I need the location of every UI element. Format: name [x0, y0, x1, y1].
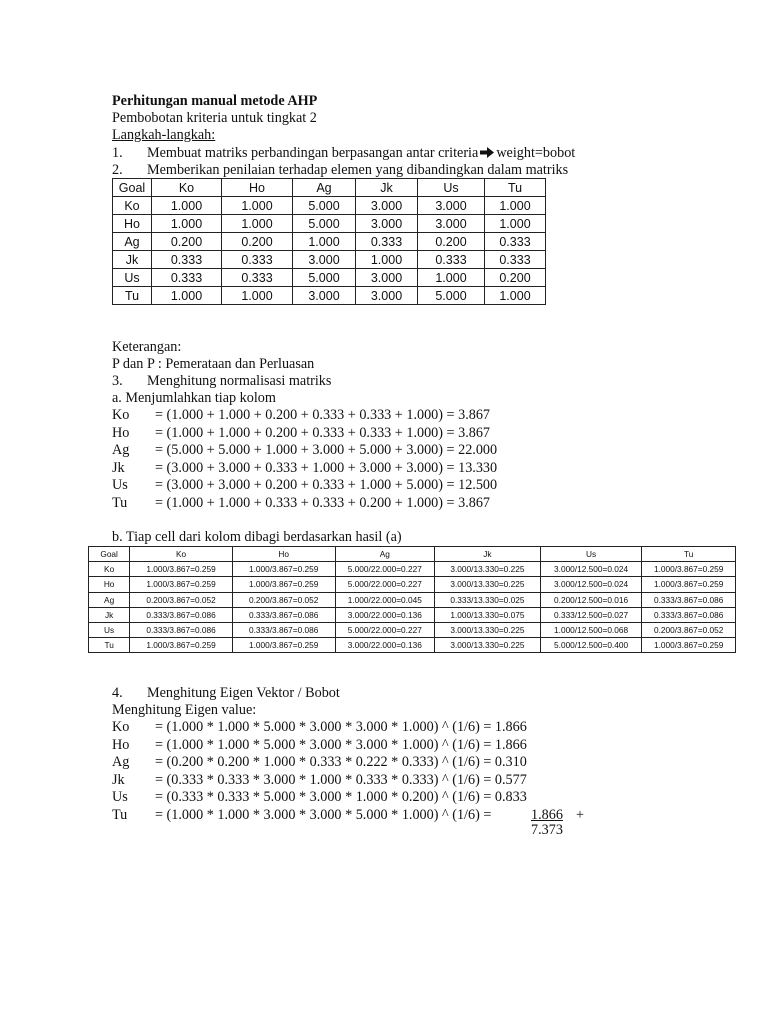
eigen-value-last: 1.866 — [531, 806, 563, 823]
pairwise-comparison-table — [112, 178, 546, 305]
table2-header-cell: Jk — [435, 547, 541, 562]
table1-cell: 0.333 — [222, 251, 293, 269]
step-3 — [112, 373, 712, 391]
table1-row — [113, 197, 546, 215]
column-sum-label: Us — [112, 477, 128, 493]
table1-header-cell: Ag — [293, 179, 356, 197]
table2-cell: Ho — [89, 577, 130, 592]
plus-sign: + — [576, 806, 585, 823]
table1-cell: 1.000 — [152, 215, 222, 233]
table1-cell: 1.000 — [418, 269, 485, 287]
table1-cell: Ag — [113, 233, 152, 251]
table2-header-cell: Ko — [130, 547, 233, 562]
table1-cell: 0.200 — [152, 233, 222, 251]
table1-cell: 0.333 — [418, 251, 485, 269]
table1-header-row — [113, 179, 546, 197]
column-sum-line — [112, 425, 712, 443]
column-sum-line — [112, 442, 712, 460]
table1-header-cell: Ho — [222, 179, 293, 197]
eigen-value-label: Jk — [112, 771, 125, 788]
table1-cell: 1.000 — [485, 287, 546, 305]
table1-cell: 0.200 — [485, 269, 546, 287]
table2-header-cell: Ho — [232, 547, 335, 562]
table1-header-cell: Tu — [485, 179, 546, 197]
table2-cell: 0.333/3.867=0.086 — [130, 622, 233, 637]
table2-cell: 1.000/13.330=0.075 — [435, 607, 541, 622]
column-sum-label: Jk — [112, 459, 125, 476]
table2-cell: 1.000/3.867=0.259 — [130, 577, 233, 592]
column-sum-expression: = (3.000 + 3.000 + 0.333 + 1.000 + 3.000 + 3.000) = 13.330 — [155, 459, 498, 476]
table2-cell: 5.000/22.000=0.227 — [335, 622, 435, 637]
column-sum-label: Tu — [112, 494, 128, 511]
eigen-value-expression: = (1.000 * 1.000 * 3.000 * 3.000 * 5.000 * 1.000) ^ (1/6) = — [155, 806, 492, 823]
table2-cell: 1.000/22.000=0.045 — [335, 592, 435, 607]
step-3-text: Menghitung normalisasi matriks — [147, 373, 332, 389]
step-2-number: 2. — [112, 162, 123, 178]
table2-row — [89, 577, 736, 592]
column-sum-label: Ag — [112, 442, 130, 458]
table1-cell: 1.000 — [356, 251, 418, 269]
table1-cell: 0.333 — [152, 251, 222, 269]
table1-cell: 3.000 — [293, 287, 356, 305]
column-sum-expression: = (3.000 + 3.000 + 0.200 + 0.333 + 1.000 + 5.000) = 12.500 — [155, 477, 498, 493]
table1-cell: 1.000 — [293, 233, 356, 251]
table1-cell: 0.200 — [418, 233, 485, 251]
eigen-value-total: 7.373 — [531, 822, 563, 838]
column-sum-expression: = (1.000 + 1.000 + 0.333 + 0.333 + 0.200 + 1.000) = 3.867 — [155, 494, 491, 511]
table2-cell: 1.000/3.867=0.259 — [642, 577, 736, 592]
table1-cell: 0.333 — [356, 233, 418, 251]
step-3b: b. Tiap cell dari kolom dibagi berdasarkan hasil (a) — [112, 529, 402, 545]
table2-cell: 0.200/3.867=0.052 — [642, 622, 736, 637]
step-1-text: Membuat matriks perbandingan berpasangan antar criteria weight=bobot — [147, 145, 576, 161]
table2-row — [89, 562, 736, 577]
table2-cell: 1.000/12.500=0.068 — [540, 622, 642, 637]
table2-cell: 1.000/3.867=0.259 — [232, 638, 335, 653]
table1-row — [113, 215, 546, 233]
step-4-number: 4. — [112, 685, 123, 701]
step-1-number: 1. — [112, 145, 123, 161]
table1-row — [113, 269, 546, 287]
pdanp-note: P dan P : Pemerataan dan Perluasan — [112, 356, 315, 372]
table1-cell: 1.000 — [485, 215, 546, 233]
table1-cell: 5.000 — [293, 269, 356, 287]
column-sum-line — [112, 495, 712, 513]
table2-cell: 3.000/12.500=0.024 — [540, 577, 642, 592]
eigen-value-expression: = (0.200 * 0.200 * 1.000 * 0.333 * 0.222 * 0.333) ^ (1/6) = 0.310 — [155, 754, 527, 770]
table1-cell: 3.000 — [418, 197, 485, 215]
eigen-value-label: Ho — [112, 736, 130, 753]
eigen-value-expression: = (0.333 * 0.333 * 5.000 * 3.000 * 1.000 * 0.200) ^ (1/6) = 0.833 — [155, 789, 527, 805]
table2-header-cell: Us — [540, 547, 642, 562]
table1-cell: Jk — [113, 251, 152, 269]
table2-row — [89, 607, 736, 622]
table1-cell: 3.000 — [356, 197, 418, 215]
table1-cell: 3.000 — [418, 215, 485, 233]
eigen-value-line — [112, 719, 712, 737]
table1-header-cell: Ko — [152, 179, 222, 197]
table2-cell: 3.000/22.000=0.136 — [335, 607, 435, 622]
eigen-value-line — [112, 737, 712, 755]
step-3-number: 3. — [112, 373, 123, 389]
document-title: Perhitungan manual metode AHP — [112, 93, 318, 109]
table1-cell: 1.000 — [222, 197, 293, 215]
step-4-text: Menghitung Eigen Vektor / Bobot — [147, 685, 340, 701]
table2-cell: Ag — [89, 592, 130, 607]
eigen-value-expression: = (1.000 * 1.000 * 5.000 * 3.000 * 3.000 * 1.000) ^ (1/6) = 1.866 — [155, 736, 527, 753]
table2-cell: 3.000/12.500=0.024 — [540, 562, 642, 577]
table1-cell: Us — [113, 269, 152, 287]
table1-header-cell: Us — [418, 179, 485, 197]
table2-cell: 3.000/13.330=0.225 — [435, 577, 541, 592]
table2-cell: Jk — [89, 607, 130, 622]
table2-cell: Tu — [89, 638, 130, 653]
table1-cell: 1.000 — [152, 197, 222, 215]
table2-cell: 0.200/3.867=0.052 — [232, 592, 335, 607]
table1-cell: 5.000 — [418, 287, 485, 305]
table1-row — [113, 251, 546, 269]
column-sum-line — [112, 407, 712, 425]
table2-header-cell: Ag — [335, 547, 435, 562]
step-3a: a. Menjumlahkan tiap kolom — [112, 390, 276, 406]
table2-cell: 0.333/12.500=0.027 — [540, 607, 642, 622]
table2-cell: 0.333/3.867=0.086 — [642, 607, 736, 622]
table1-row — [113, 287, 546, 305]
eigen-value-expression: = (0.333 * 0.333 * 3.000 * 1.000 * 0.333 * 0.333) ^ (1/6) = 0.577 — [155, 771, 527, 788]
eigen-value-label: Us — [112, 789, 128, 805]
table2-cell: 0.333/3.867=0.086 — [642, 592, 736, 607]
table1-cell: 1.000 — [222, 287, 293, 305]
table1-cell: 5.000 — [293, 215, 356, 233]
table1-cell: 3.000 — [293, 251, 356, 269]
table1-cell: 3.000 — [356, 269, 418, 287]
table2-header-cell: Goal — [89, 547, 130, 562]
table2-row — [89, 638, 736, 653]
eigen-value-label: Tu — [112, 806, 128, 823]
table2-cell: 3.000/13.330=0.225 — [435, 638, 541, 653]
table1-cell: 1.000 — [152, 287, 222, 305]
table2-cell: 3.000/13.330=0.225 — [435, 562, 541, 577]
table2-cell: 3.000/13.330=0.225 — [435, 622, 541, 637]
eigen-value-expression: = (1.000 * 1.000 * 5.000 * 3.000 * 3.000 * 1.000) ^ (1/6) = 1.866 — [155, 719, 527, 735]
table2-cell: 3.000/22.000=0.136 — [335, 638, 435, 653]
step-2-text: Memberikan penilaian terhadap elemen yang dibandingkan dalam matriks — [147, 162, 569, 178]
column-sum-line — [112, 477, 712, 495]
table2-cell: 0.200/12.500=0.016 — [540, 592, 642, 607]
eigen-value-line — [112, 754, 712, 772]
table2-row — [89, 592, 736, 607]
table1-cell: 0.333 — [222, 269, 293, 287]
table1-cell: Ho — [113, 215, 152, 233]
column-sum-expression: = (1.000 + 1.000 + 0.200 + 0.333 + 0.333 + 1.000) = 3.867 — [155, 424, 491, 441]
step-4 — [112, 685, 712, 703]
table2-cell: 5.000/22.000=0.227 — [335, 562, 435, 577]
table1-cell: Ko — [113, 197, 152, 215]
table2-cell: 0.200/3.867=0.052 — [130, 592, 233, 607]
column-sum-expression: = (1.000 + 1.000 + 0.200 + 0.333 + 0.333 + 1.000) = 3.867 — [155, 407, 491, 423]
table1-cell: 0.333 — [152, 269, 222, 287]
table2-cell: Us — [89, 622, 130, 637]
table2-header-row — [89, 547, 736, 562]
table1-cell: 0.333 — [485, 251, 546, 269]
table2-cell: 0.333/3.867=0.086 — [130, 607, 233, 622]
table1-cell: 0.200 — [222, 233, 293, 251]
table1-row — [113, 233, 546, 251]
keterangan-label: Keterangan: — [112, 339, 182, 355]
table2-cell: 5.000/22.000=0.227 — [335, 577, 435, 592]
step-1 — [112, 145, 712, 163]
table2-row — [89, 622, 736, 637]
table1-cell: Tu — [113, 287, 152, 305]
eigen-value-line — [112, 807, 712, 825]
steps-heading: Langkah-langkah: — [112, 127, 216, 143]
table1-cell: 3.000 — [356, 287, 418, 305]
table1-cell: 3.000 — [356, 215, 418, 233]
table2-cell: 0.333/3.867=0.086 — [232, 607, 335, 622]
normalized-matrix-table — [88, 546, 736, 653]
right-arrow-icon — [480, 147, 494, 158]
table1-cell: 5.000 — [293, 197, 356, 215]
table1-cell: 0.333 — [485, 233, 546, 251]
eigen-value-label: Ko — [112, 719, 130, 735]
column-sum-expression: = (5.000 + 5.000 + 1.000 + 3.000 + 5.000 + 3.000) = 22.000 — [155, 442, 498, 458]
eigen-value-line — [112, 772, 712, 790]
eigen-value-line — [112, 789, 712, 807]
table2-cell: 1.000/3.867=0.259 — [232, 577, 335, 592]
table2-cell: 1.000/3.867=0.259 — [130, 562, 233, 577]
eigen-value-label: Ag — [112, 754, 130, 770]
column-sum-line — [112, 460, 712, 478]
subtitle: Pembobotan kriteria untuk tingkat 2 — [112, 110, 317, 126]
table1-header-cell: Jk — [356, 179, 418, 197]
column-sum-label: Ko — [112, 407, 130, 423]
eigen-value-heading: Menghitung Eigen value: — [112, 702, 257, 718]
table2-cell: 1.000/3.867=0.259 — [642, 638, 736, 653]
table2-cell: 0.333/3.867=0.086 — [232, 622, 335, 637]
table1-cell: 1.000 — [222, 215, 293, 233]
table1-cell: 1.000 — [485, 197, 546, 215]
table1-header-cell: Goal — [113, 179, 152, 197]
table2-cell: Ko — [89, 562, 130, 577]
table2-cell: 1.000/3.867=0.259 — [642, 562, 736, 577]
table2-cell: 1.000/3.867=0.259 — [130, 638, 233, 653]
table2-cell: 0.333/13.330=0.025 — [435, 592, 541, 607]
table2-cell: 5.000/12.500=0.400 — [540, 638, 642, 653]
table2-header-cell: Tu — [642, 547, 736, 562]
table2-cell: 1.000/3.867=0.259 — [232, 562, 335, 577]
column-sum-label: Ho — [112, 424, 130, 441]
